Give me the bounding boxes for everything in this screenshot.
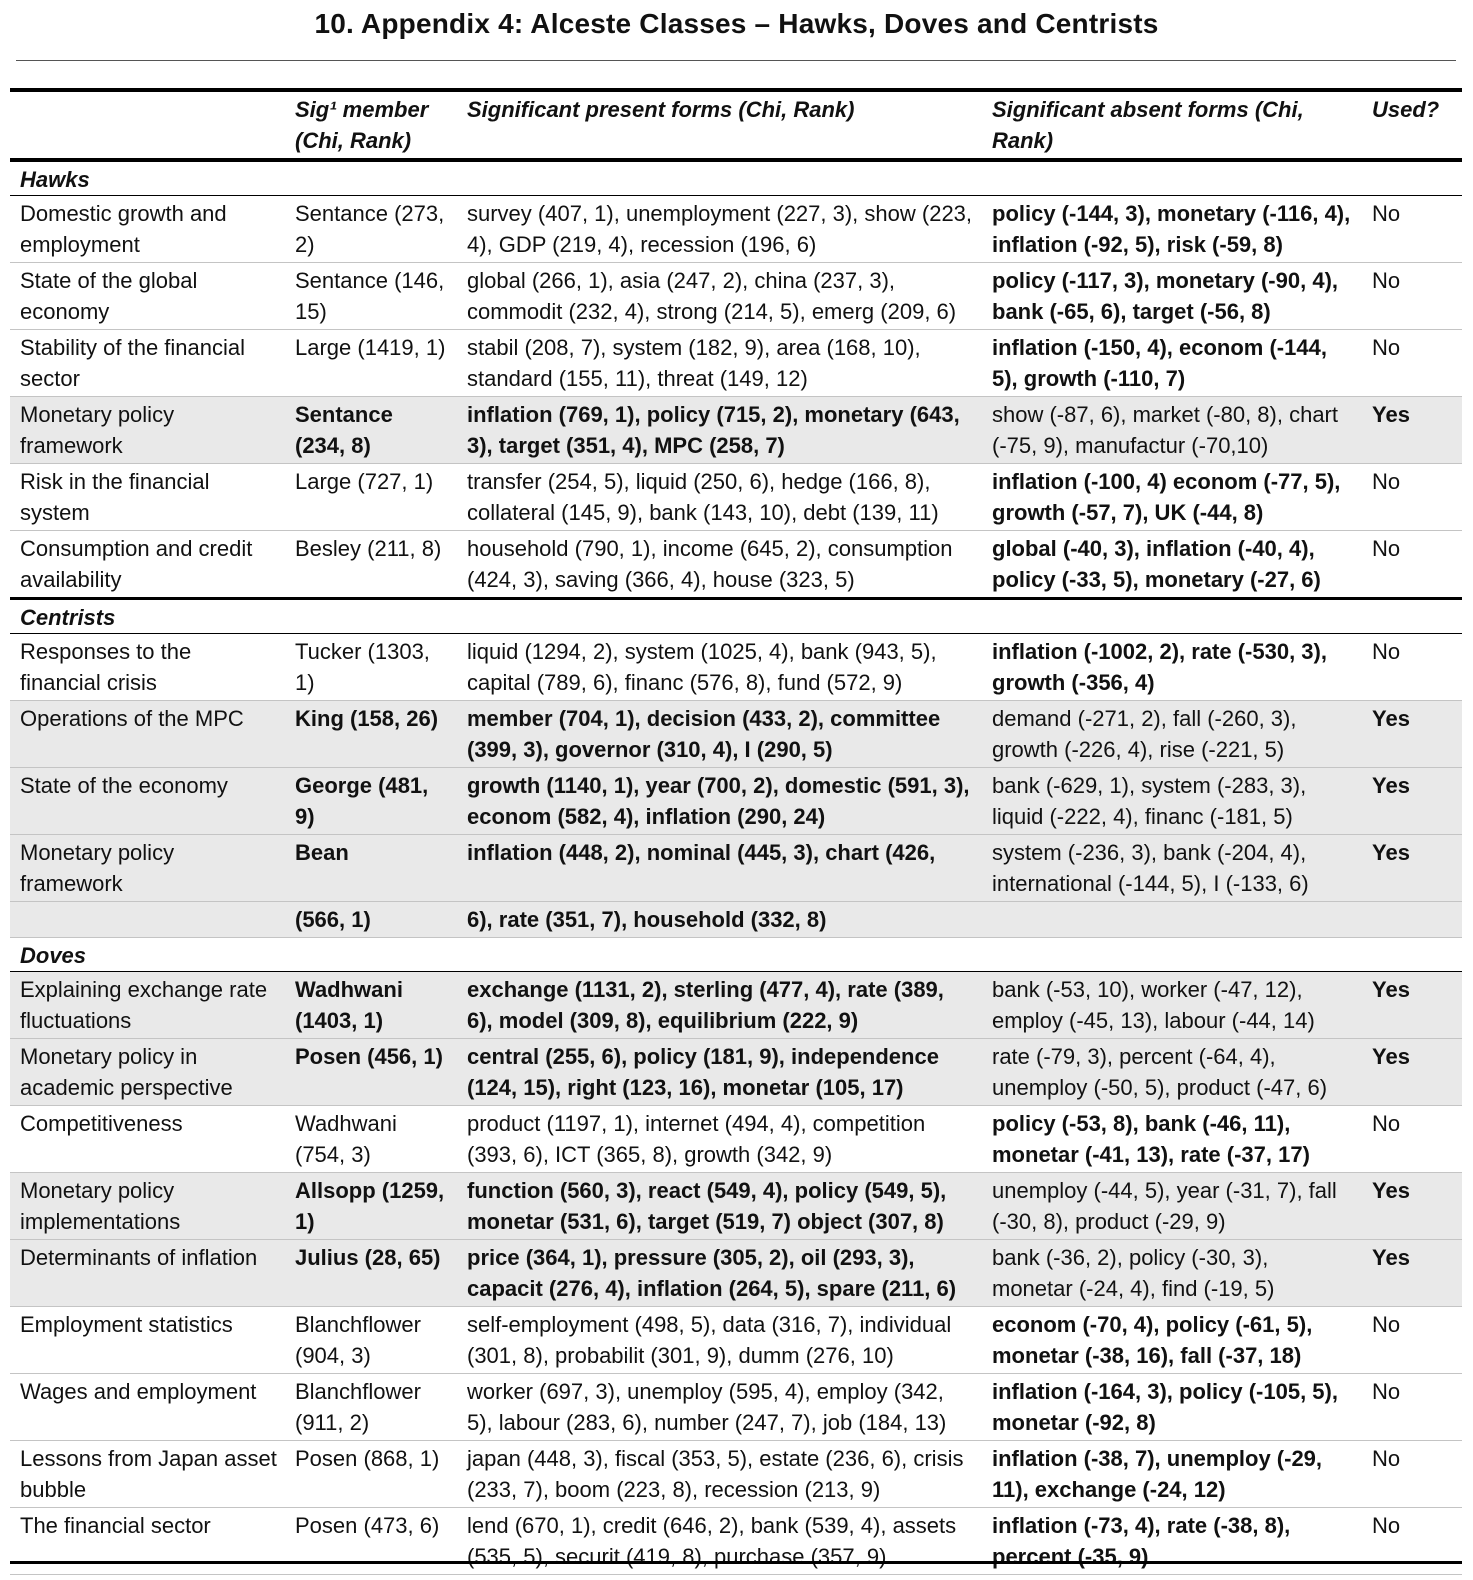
page-title: 10. Appendix 4: Alceste Classes – Hawks, Doves and Centrists [314,8,1159,39]
member-cell: Sentance (273, 2) [285,196,457,263]
member-cell: (566, 1) [285,902,457,938]
class-name-cell: Monetary policy implementations [10,1173,285,1240]
class-name-cell: Competitiveness [10,1106,285,1173]
class-name-cell: Operations of the MPC [10,701,285,768]
present-cell: inflation (769, 1), policy (715, 2), monetary (643, 3), target (351, 4), MPC (258, 7) [457,397,982,464]
table-body [10,160,1462,1575]
absent-cell: inflation (-38, 7), unemploy (-29, 11), exchange (-24, 12) [982,1441,1362,1508]
used-cell: No [1362,1441,1462,1508]
header-member: Sig¹ member (Chi, Rank) [285,90,457,160]
used-cell: No [1362,531,1462,599]
class-name-cell: Wages and employment [10,1374,285,1441]
used-cell: Yes [1362,972,1462,1039]
class-name-cell: Monetary policy framework [10,397,285,464]
absent-cell: econom (-70, 4), policy (-61, 5), monetar (-38, 16), fall (-37, 18) [982,1307,1362,1374]
header-class [10,90,285,160]
present-cell: price (364, 1), pressure (305, 2), oil (293, 3), capacit (276, 4), inflation (264, 5), spare (211, 6) [457,1240,982,1307]
present-cell: inflation (448, 2), nominal (445, 3), chart (426, [457,835,982,902]
table-row [10,701,1462,768]
present-cell: household (790, 1), income (645, 2), consumption (424, 3), saving (366, 4), house (323, 5) [457,531,982,599]
present-cell: exchange (1131, 2), sterling (477, 4), rate (389, 6), model (309, 8), equilibrium (222, 9) [457,972,982,1039]
table-row [10,902,1462,938]
present-cell: worker (697, 3), unemploy (595, 4), employ (342, 5), labour (283, 6), number (247, 7), job (184, 13) [457,1374,982,1441]
absent-cell: inflation (-100, 4) econom (-77, 5), growth (-57, 7), UK (-44, 8) [982,464,1362,531]
table-row [10,835,1462,902]
class-name-cell: Employment statistics [10,1307,285,1374]
used-cell: No [1362,634,1462,701]
member-cell: George (481, 9) [285,768,457,835]
section-label: Centrists [10,599,1462,634]
member-cell: Sentance (234, 8) [285,397,457,464]
class-name-cell: Risk in the financial system [10,464,285,531]
absent-cell: inflation (-164, 3), policy (-105, 5), monetar (-92, 8) [982,1374,1362,1441]
member-cell: Posen (456, 1) [285,1039,457,1106]
table-row [10,1106,1462,1173]
used-cell: Yes [1362,1173,1462,1240]
table-row [10,1374,1462,1441]
class-name-cell: Lessons from Japan asset bubble [10,1441,285,1508]
table-row [10,1508,1462,1575]
absent-cell [982,902,1362,938]
present-cell: growth (1140, 1), year (700, 2), domestic (591, 3), econom (582, 4), inflation (290, 24) [457,768,982,835]
member-cell: Sentance (146, 15) [285,263,457,330]
used-cell [1362,902,1462,938]
class-name-cell: Determinants of inflation [10,1240,285,1307]
used-cell: Yes [1362,701,1462,768]
absent-cell: system (-236, 3), bank (-204, 4), international (-144, 5), I (-133, 6) [982,835,1362,902]
class-name-cell: State of the economy [10,768,285,835]
absent-cell: show (-87, 6), market (-80, 8), chart (-75, 9), manufactur (-70,10) [982,397,1362,464]
member-cell: Allsopp (1259, 1) [285,1173,457,1240]
class-name-cell [10,902,285,938]
member-cell: Large (1419, 1) [285,330,457,397]
member-cell: Julius (28, 65) [285,1240,457,1307]
used-cell: No [1362,464,1462,531]
present-cell: self-employment (498, 5), data (316, 7), individual (301, 8), probabilit (301, 9), dumm (276, 10) [457,1307,982,1374]
table-row [10,1307,1462,1374]
table-row [10,397,1462,464]
absent-cell: bank (-629, 1), system (-283, 3), liquid (-222, 4), financ (-181, 5) [982,768,1362,835]
table-row [10,1441,1462,1508]
absent-cell: demand (-271, 2), fall (-260, 3), growth (-226, 4), rise (-221, 5) [982,701,1362,768]
member-cell: Posen (868, 1) [285,1441,457,1508]
member-cell: Blanchflower (911, 2) [285,1374,457,1441]
table-row [10,464,1462,531]
absent-cell: inflation (-150, 4), econom (-144, 5), growth (-110, 7) [982,330,1362,397]
absent-cell: bank (-36, 2), policy (-30, 3), monetar (-24, 4), find (-19, 5) [982,1240,1362,1307]
title-divider [16,60,1456,61]
present-cell: product (1197, 1), internet (494, 4), competition (393, 6), ICT (365, 8), growth (342, 9) [457,1106,982,1173]
table-row [10,768,1462,835]
class-name-cell: Monetary policy in academic perspective [10,1039,285,1106]
header-absent-forms: Significant absent forms (Chi, Rank) [982,90,1362,160]
present-cell: japan (448, 3), fiscal (353, 5), estate (236, 6), crisis (233, 7), boom (223, 8), recession (213, 9) [457,1441,982,1508]
table-bottom-rule [10,1561,1462,1564]
used-cell: Yes [1362,768,1462,835]
present-cell: transfer (254, 5), liquid (250, 6), hedge (166, 8), collateral (145, 9), bank (143, 10), debt (139, 11) [457,464,982,531]
class-name-cell: Domestic growth and employment [10,196,285,263]
table-row [10,1039,1462,1106]
section-header-centrists [10,599,1462,634]
table-row [10,1240,1462,1307]
class-name-cell: Explaining exchange rate fluctuations [10,972,285,1039]
class-name-cell: State of the global economy [10,263,285,330]
table-row [10,196,1462,263]
absent-cell: unemploy (-44, 5), year (-31, 7), fall (-30, 8), product (-29, 9) [982,1173,1362,1240]
present-cell: lend (670, 1), credit (646, 2), bank (539, 4), assets (535, 5), securit (419, 8), purchase (357, 9) [457,1508,982,1575]
table-row [10,1173,1462,1240]
used-cell: No [1362,1508,1462,1575]
member-cell: Wadhwani (1403, 1) [285,972,457,1039]
member-cell: Bean [285,835,457,902]
section-header-hawks [10,160,1462,196]
used-cell: Yes [1362,835,1462,902]
member-cell: Tucker (1303, 1) [285,634,457,701]
header-used: Used? [1362,90,1462,160]
present-cell: function (560, 3), react (549, 4), policy (549, 5), monetar (531, 6), target (519, 7) object (307, 8) [457,1173,982,1240]
alceste-classes-table [10,88,1462,1575]
member-cell: King (158, 26) [285,701,457,768]
used-cell: No [1362,1106,1462,1173]
absent-cell: bank (-53, 10), worker (-47, 12), employ (-45, 13), labour (-44, 14) [982,972,1362,1039]
section-label: Hawks [10,160,1462,196]
used-cell: No [1362,330,1462,397]
table-row [10,634,1462,701]
used-cell: No [1362,263,1462,330]
absent-cell: global (-40, 3), inflation (-40, 4), policy (-33, 5), monetary (-27, 6) [982,531,1362,599]
class-name-cell: The financial sector [10,1508,285,1575]
class-name-cell: Responses to the financial crisis [10,634,285,701]
member-cell: Large (727, 1) [285,464,457,531]
class-name-cell: Stability of the financial sector [10,330,285,397]
member-cell: Posen (473, 6) [285,1508,457,1575]
header-present-forms: Significant present forms (Chi, Rank) [457,90,982,160]
used-cell: Yes [1362,1039,1462,1106]
table-header-row [10,90,1462,160]
absent-cell: inflation (-73, 4), rate (-38, 8), percent (-35, 9) [982,1508,1362,1575]
member-cell: Besley (211, 8) [285,531,457,599]
class-name-cell: Consumption and credit availability [10,531,285,599]
present-cell: member (704, 1), decision (433, 2), committee (399, 3), governor (310, 4), I (290, 5) [457,701,982,768]
present-cell: central (255, 6), policy (181, 9), independence (124, 15), right (123, 16), monetar (105, 17) [457,1039,982,1106]
absent-cell: policy (-144, 3), monetary (-116, 4), inflation (-92, 5), risk (-59, 8) [982,196,1362,263]
table-row [10,972,1462,1039]
table-row [10,330,1462,397]
absent-cell: policy (-117, 3), monetary (-90, 4), bank (-65, 6), target (-56, 8) [982,263,1362,330]
present-cell: stabil (208, 7), system (182, 9), area (168, 10), standard (155, 11), threat (149, 12) [457,330,982,397]
absent-cell: inflation (-1002, 2), rate (-530, 3), growth (-356, 4) [982,634,1362,701]
absent-cell: policy (-53, 8), bank (-46, 11), monetar (-41, 13), rate (-37, 17) [982,1106,1362,1173]
used-cell: No [1362,1307,1462,1374]
section-header-doves [10,938,1462,972]
present-cell: global (266, 1), asia (247, 2), china (237, 3), commodit (232, 4), strong (214, 5), emerg (209, 6) [457,263,982,330]
used-cell: No [1362,1374,1462,1441]
used-cell: Yes [1362,397,1462,464]
table-row [10,531,1462,599]
section-label: Doves [10,938,1462,972]
table-row [10,263,1462,330]
present-cell: survey (407, 1), unemployment (227, 3), show (223, 4), GDP (219, 4), recession (196, 6) [457,196,982,263]
used-cell: Yes [1362,1240,1462,1307]
absent-cell: rate (-79, 3), percent (-64, 4), unemploy (-50, 5), product (-47, 6) [982,1039,1362,1106]
class-name-cell: Monetary policy framework [10,835,285,902]
present-cell: 6), rate (351, 7), household (332, 8) [457,902,982,938]
member-cell: Wadhwani (754, 3) [285,1106,457,1173]
present-cell: liquid (1294, 2), system (1025, 4), bank (943, 5), capital (789, 6), financ (576, 8), fund (572, 9) [457,634,982,701]
member-cell: Blanchflower (904, 3) [285,1307,457,1374]
used-cell: No [1362,196,1462,263]
